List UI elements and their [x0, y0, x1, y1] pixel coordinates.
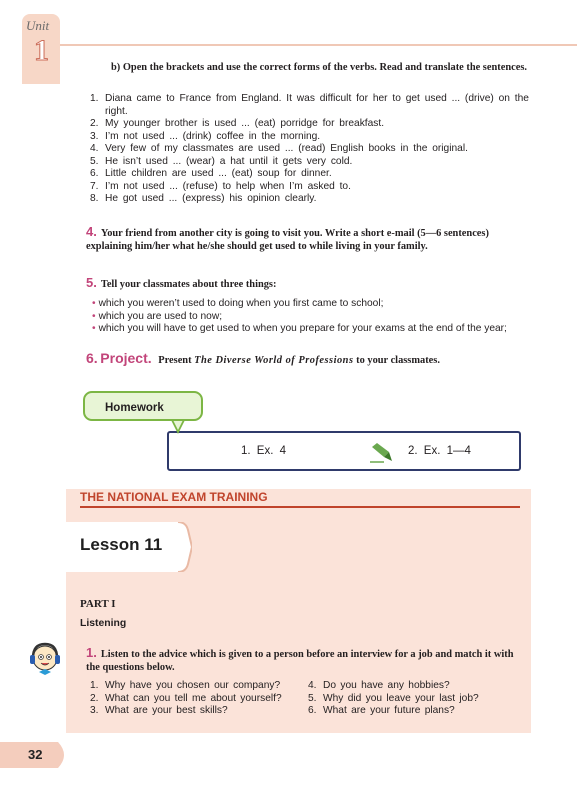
task-text: Your friend from another city is going to visit you. Write a short e-mail (5—6 sentences) explaining him/her what he/she should get used to while living in your family.	[86, 228, 489, 252]
headphone-listening-icon	[28, 640, 62, 685]
task-5-bullets	[92, 298, 532, 336]
task-text: Listen to the advice which is given to a person before an interview for a job and match it with the questions below.	[86, 649, 514, 673]
list-item: 5. Why did you leave your last job?	[308, 692, 479, 704]
header-rule	[60, 44, 577, 46]
exam-task-1	[86, 646, 516, 674]
task-number: 5.	[86, 275, 97, 290]
homework-item-1: 1. Ex. 4	[241, 445, 286, 457]
task-6	[86, 352, 526, 367]
section-rule	[80, 506, 520, 508]
list-item: 4. Do you have any hobbies?	[308, 680, 450, 691]
list-item: 1. Diana came to France from England. It was difficult for her to get used ... (drive) on the right.	[90, 93, 529, 117]
page-number: 32	[28, 747, 43, 762]
bullet-icon: •	[92, 323, 96, 335]
list-item: 7. I’m not used ... (refuse) to help when I’m asked to.	[90, 180, 351, 192]
project-title: The Diverse World of Professions	[194, 355, 354, 366]
part-heading: PART I	[80, 598, 116, 610]
homework-bubble: Homework	[83, 391, 203, 421]
list-item: 4. Very few of my classmates are used ... (read) English books in the original.	[90, 143, 468, 154]
lesson-title: Lesson 11	[80, 535, 163, 554]
list-item: • which you are used to now;	[92, 310, 223, 322]
task-number: 6.	[86, 350, 98, 366]
task-number: 4.	[86, 224, 97, 239]
list-item: • which you weren’t used to doing when you first came to school;	[92, 298, 384, 309]
exercise-b-heading: b) Open the brackets and use the correct forms of the verbs. Read and translate the sentences.	[111, 62, 527, 73]
list-item: 6. What are your future plans?	[308, 705, 455, 717]
unit-number: 1	[34, 34, 49, 67]
homework-item-2: 2. Ex. 1—4	[408, 445, 471, 457]
exercise-b-list	[90, 93, 530, 206]
list-item: • which you will have to get used to when you prepare for your exams at the end of the year;	[92, 323, 507, 335]
questions-right	[308, 680, 479, 718]
list-item: 2. What can you tell me about yourself?	[90, 692, 282, 704]
bullet-icon: •	[92, 310, 96, 322]
task-text-pre: Present	[158, 355, 192, 366]
pencil-icon	[370, 443, 394, 468]
bullet-icon: •	[92, 298, 96, 309]
task-number: 1.	[86, 645, 97, 660]
list-item: 5. He isn’t used ... (wear) a hat until it gets very cold.	[90, 155, 353, 167]
list-item: 6. Little children are used ... (eat) soup for dinner.	[90, 168, 332, 179]
subpart-heading: Listening	[80, 618, 127, 629]
unit-word: Unit	[26, 18, 50, 33]
questions-left	[90, 680, 282, 718]
task-text: Tell your classmates about three things:	[100, 279, 277, 290]
project-label: Project.	[100, 350, 152, 366]
list-item: 1. Why have you chosen our company?	[90, 680, 281, 691]
task-4	[86, 225, 526, 253]
list-item: 3. I’m not used ... (drink) coffee in the morning.	[90, 130, 321, 142]
list-item: 2. My younger brother is used ... (eat) porridge for breakfast.	[90, 118, 385, 129]
list-item: 8. He got used ... (express) his opinion clearly.	[90, 193, 317, 204]
unit-tab	[22, 14, 60, 84]
list-item: 3. What are your best skills?	[90, 705, 228, 717]
task-text-post: to your classmates.	[356, 355, 440, 366]
section-title: THE NATIONAL EXAM TRAINING	[80, 490, 268, 504]
task-5	[86, 276, 526, 291]
